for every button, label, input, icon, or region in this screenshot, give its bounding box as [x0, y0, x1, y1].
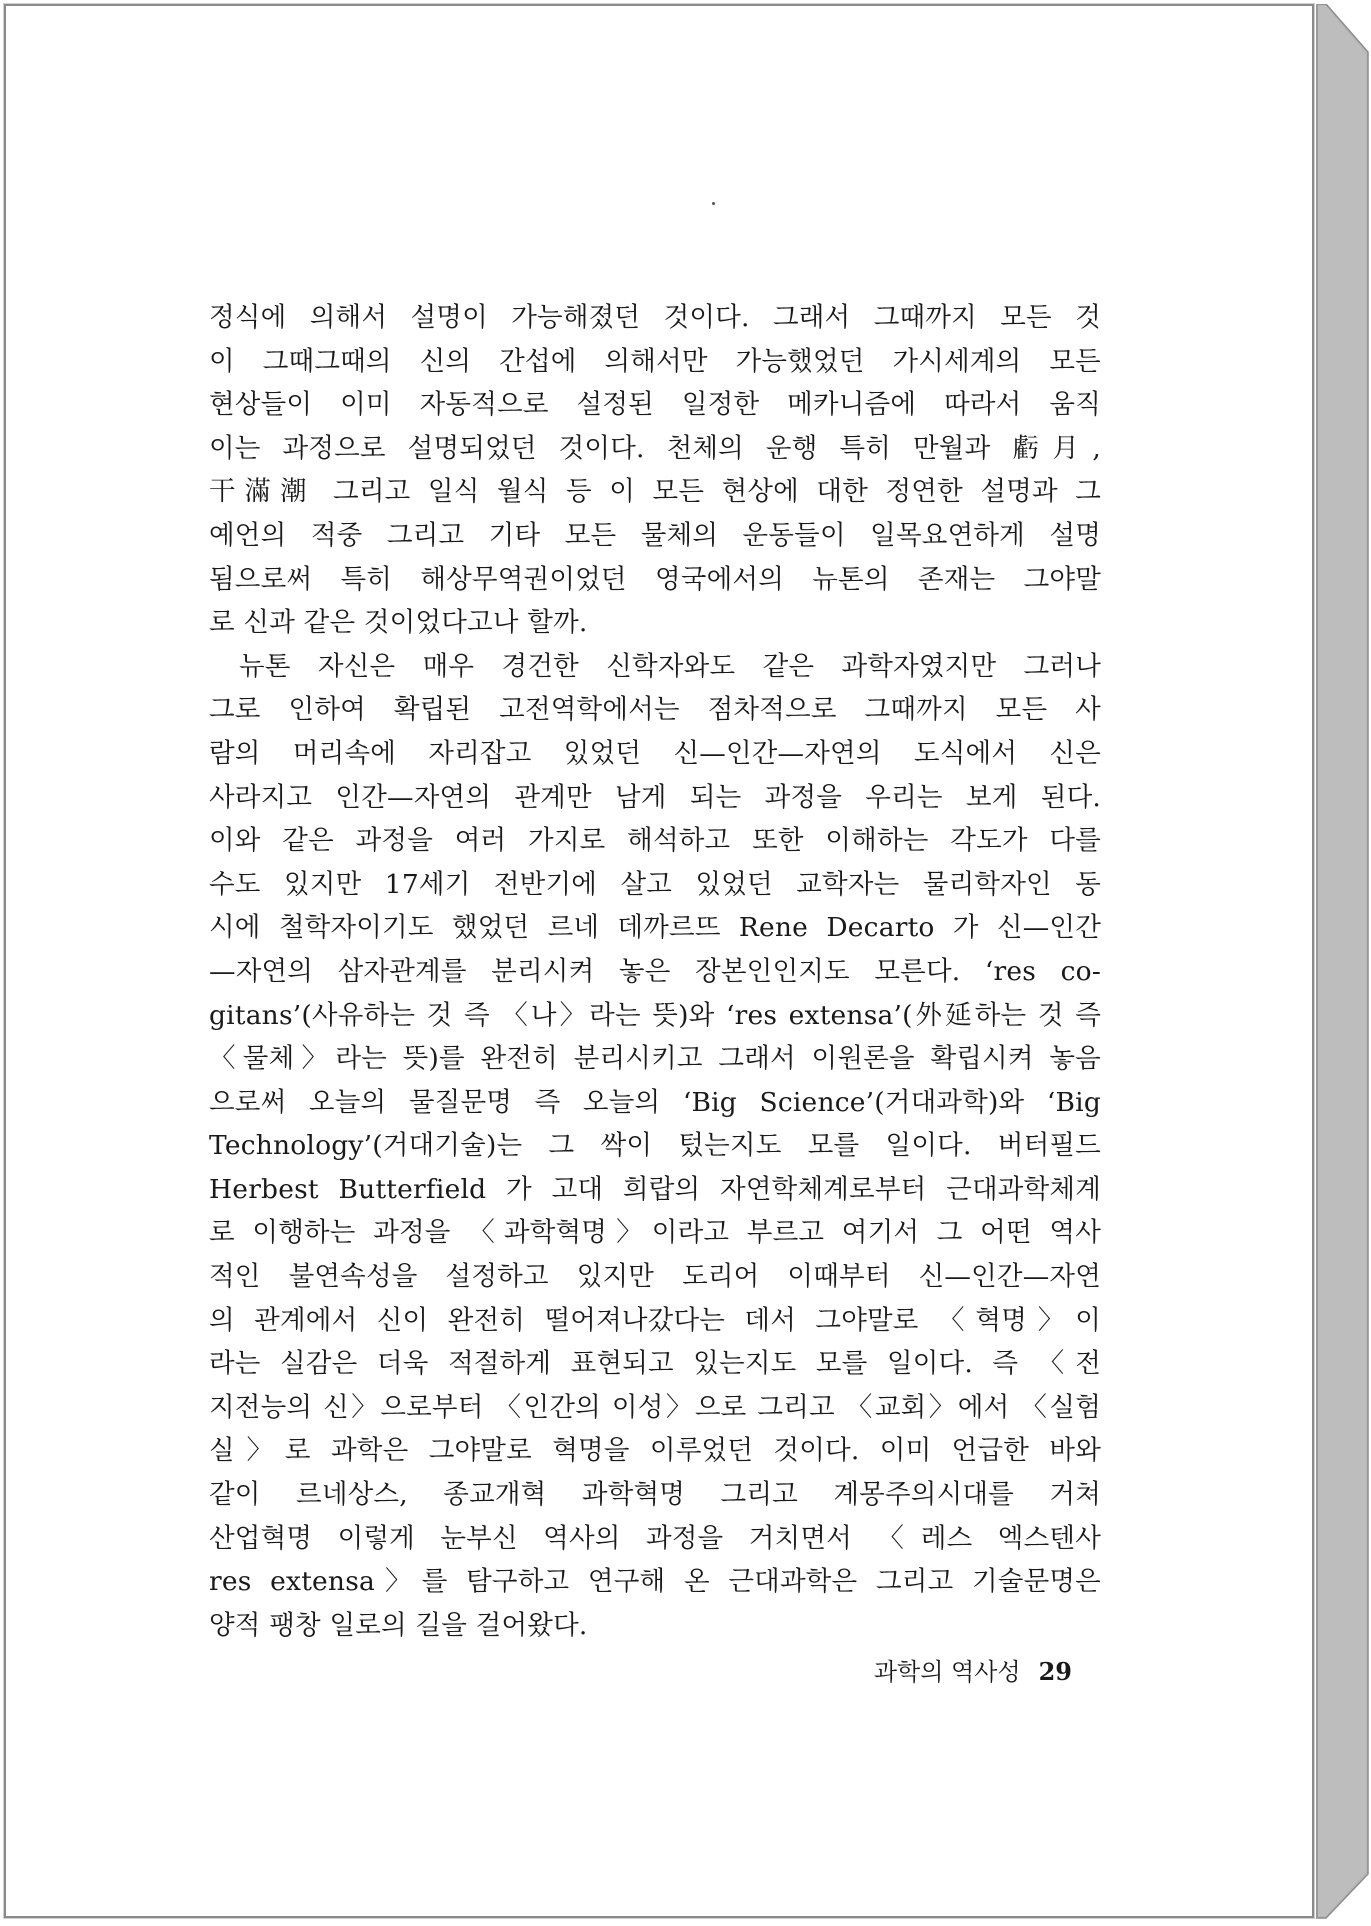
- text-line: Technology’(거대기술)는 그 싹이 텄는지도 모를 일이다. 버터필드: [209, 1130, 1101, 1162]
- text-line: 실〉로 과학은 그야말로 혁명을 이루었던 것이다. 이미 언급한 바와: [209, 1435, 1101, 1467]
- text-line: 정식에 의해서 설명이 가능해졌던 것이다. 그래서 그때까지 모든 것: [209, 302, 1101, 333]
- text-line: 같이 르네상스, 종교개혁 과학혁명 그리고 계몽주의시대를 거쳐: [209, 1479, 1101, 1511]
- text-line: 사라지고 인간—자연의 관계만 남게 되는 과정을 우리는 보게 된다.: [209, 781, 1101, 813]
- text-line: 로 이행하는 과정을 〈과학혁명〉이라고 부르고 여기서 그 어떤 역사: [209, 1217, 1101, 1249]
- text-line: 이 그때그때의 신의 간섭에 의해서만 가능했었던 가시세계의 모든: [209, 345, 1101, 377]
- page-number: 29: [1038, 1657, 1072, 1686]
- text-line: 예언의 적중 그리고 기타 모든 물체의 운동들이 일목요연하게 설명: [209, 519, 1101, 551]
- body-text: [209, 296, 1101, 1647]
- text-line: 현상들이 이미 자동적으로 설정된 일정한 메카니즘에 따라서 움직: [209, 389, 1101, 421]
- text-line: 干滿潮 그리고 일식 월식 등 이 모든 현상에 대한 정연한 설명과 그: [209, 476, 1101, 508]
- running-footer: [850, 1652, 1072, 1687]
- text-line: —자연의 삼자관계를 분리시켜 놓은 장본인인지도 모른다. ‘res co-: [209, 955, 1101, 987]
- text-line: 의 관계에서 신이 완전히 떨어져나갔다는 데서 그야말로 〈혁명〉이: [209, 1304, 1101, 1336]
- text-line: 수도 있지만 17세기 전반기에 살고 있었던 교학자는 물리학자인 동: [209, 868, 1101, 900]
- text-line: 람의 머리속에 자리잡고 있었던 신—인간—자연의 도식에서 신은: [209, 737, 1101, 769]
- text-line: 지전능의 신〉으로부터 〈인간의 이성〉으로 그리고 〈교회〉에서 〈실험: [209, 1391, 1101, 1423]
- text-line: 뉴톤 자신은 매우 경건한 신학자와도 같은 과학자였지만 그러나: [239, 650, 1101, 682]
- print-speck: [712, 202, 715, 205]
- text-line: 됨으로써 특히 해상무역권이었던 영국에서의 뉴톤의 존재는 그야말: [209, 563, 1101, 595]
- text-line: 〈물체〉라는 뜻)를 완전히 분리시키고 그래서 이원론을 확립시켜 놓음: [209, 1043, 1101, 1075]
- text-line: 라는 실감은 더욱 적절하게 표현되고 있는지도 모를 일이다. 즉 〈전: [209, 1348, 1101, 1380]
- text-line: 시에 철학자이기도 했었던 르네 데까르뜨 Rene Decarto 가 신—인간: [209, 912, 1101, 944]
- text-line: Herbest Butterfield 가 고대 희랍의 자연학체계로부터 근대과학체계: [209, 1173, 1101, 1205]
- footer-title: 과학의 역사성: [873, 1658, 1021, 1686]
- text-line: res extensa〉를 탐구하고 연구해 온 근대과학은 그리고 기술문명은: [209, 1566, 1101, 1598]
- text-line: gitans’(사유하는 것 즉 〈나〉라는 뜻)와 ‘res extensa’(外延하는 것 즉: [209, 999, 1101, 1031]
- text-line: 로 신과 같은 것이었다고나 할까.: [209, 607, 588, 639]
- text-line: 양적 팽창 일로의 길을 걸어왔다.: [209, 1609, 588, 1641]
- text-line: 그로 인하여 확립된 고전역학에서는 점차적으로 그때까지 모든 사: [209, 694, 1101, 726]
- text-line: 이와 같은 과정을 여러 가지로 해석하고 또한 이해하는 각도가 다를: [209, 825, 1101, 857]
- text-line: 적인 불연속성을 설정하고 있지만 도리어 이때부터 신—인간—자연: [209, 1261, 1101, 1293]
- page-edge-shape: [1316, 4, 1371, 1922]
- text-line: 산업혁명 이렇게 눈부신 역사의 과정을 거치면서 〈레스 엑스텐사: [209, 1522, 1101, 1554]
- text-line: 이는 과정으로 설명되었던 것이다. 천체의 운행 특히 만월과 虧月,: [209, 432, 1101, 464]
- text-line: 으로써 오늘의 물질문명 즉 오늘의 ‘Big Science’(거대과학)와 ‘Big: [209, 1086, 1101, 1118]
